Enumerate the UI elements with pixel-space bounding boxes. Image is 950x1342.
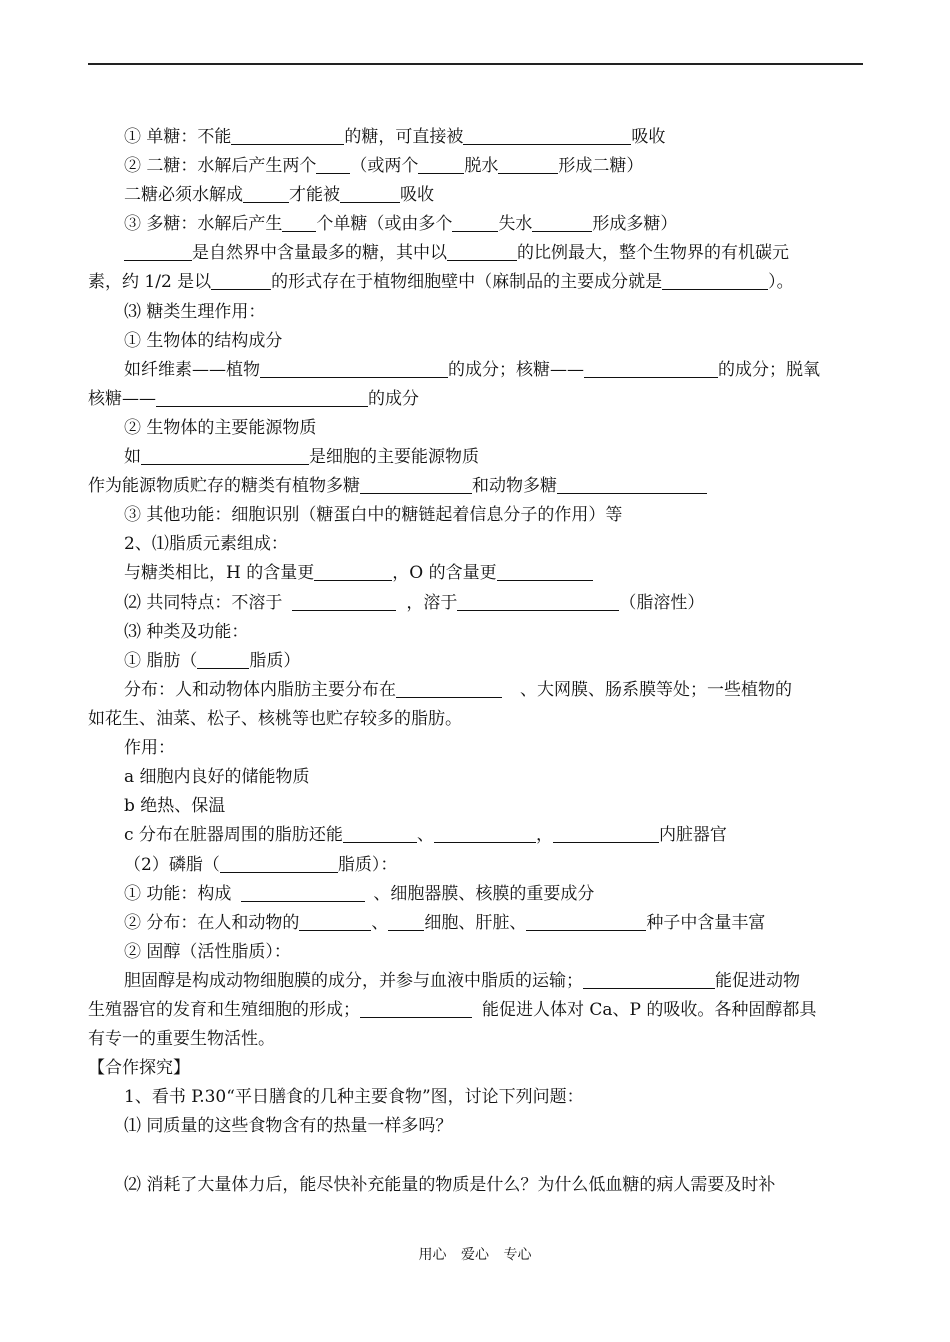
fill-blank[interactable] bbox=[553, 825, 659, 843]
fill-blank[interactable] bbox=[360, 476, 472, 494]
text-line: 作为能源物质贮存的糖类有植物多糖 和动物多糖 bbox=[88, 475, 863, 497]
fill-blank[interactable] bbox=[292, 593, 396, 611]
fill-blank[interactable] bbox=[260, 360, 448, 378]
fill-blank[interactable] bbox=[396, 680, 502, 698]
fill-blank[interactable] bbox=[156, 389, 368, 407]
text-line: 是自然界中含量最多的糖，其中以 的比例最大，整个生物界的有机碳元 bbox=[88, 242, 899, 264]
text-line: 作用： bbox=[124, 738, 175, 758]
question-line: ⑵ 消耗了大量体力后，能尽快补充能量的物质是什么？为什么低血糖的病人需要及时补 bbox=[124, 1175, 776, 1195]
fill-blank[interactable] bbox=[662, 272, 768, 290]
text-line: c 分布在脏器周围的脂肪还能 、 ， 内脏器官 bbox=[124, 825, 727, 845]
text-line: ① 生物体的结构成分 bbox=[124, 331, 283, 351]
text-line: ② 分布：在人和动物的 、 细胞、肝脏、 种子中含量丰富 bbox=[124, 913, 766, 933]
text-line: ① 脂肪（ 脂质） bbox=[124, 651, 301, 671]
fill-blank[interactable] bbox=[452, 214, 498, 232]
text-line: ③ 其他功能：细胞识别（糖蛋白中的糖链起着信息分子的作用）等 bbox=[124, 505, 623, 525]
section-heading: 【合作探究】 bbox=[88, 1058, 190, 1078]
fill-blank[interactable] bbox=[584, 360, 718, 378]
fill-blank[interactable] bbox=[457, 593, 619, 611]
fill-blank[interactable] bbox=[343, 825, 417, 843]
fill-blank[interactable] bbox=[388, 913, 424, 931]
text-line: ② 固醇（活性脂质）： bbox=[124, 942, 291, 962]
text-line: b 绝热、保温 bbox=[124, 796, 226, 816]
fill-blank[interactable] bbox=[197, 651, 249, 669]
text-line: 二糖必须水解成 才能被 吸收 bbox=[124, 185, 434, 205]
text-line: 与糖类相比，H 的含量更 ，O 的含量更 bbox=[88, 562, 899, 584]
fill-blank[interactable] bbox=[231, 127, 344, 145]
text-line: ② 生物体的主要能源物质 bbox=[124, 418, 317, 438]
text-line: ① 单糖：不能 的糖，可直接被 吸收 bbox=[124, 127, 666, 147]
section-heading: ⑶ 糖类生理作用： bbox=[124, 302, 266, 322]
fill-blank[interactable] bbox=[243, 185, 289, 203]
text-line: 如 是细胞的主要能源物质 bbox=[124, 447, 479, 467]
fill-blank[interactable] bbox=[447, 243, 517, 261]
header-rule bbox=[88, 63, 863, 65]
fill-blank[interactable] bbox=[299, 913, 371, 931]
fill-blank[interactable] bbox=[497, 563, 593, 581]
fill-blank[interactable] bbox=[314, 563, 392, 581]
fill-blank[interactable] bbox=[557, 476, 707, 494]
text-line: 生殖器官的发育和生殖细胞的形成； 能促进人体对 Ca、P 的吸收。各种固醇都具 bbox=[88, 1000, 817, 1020]
text-line: ① 功能：构成 、细胞器膜、核膜的重要成分 bbox=[124, 884, 595, 904]
text-line: 核糖—— 的成分 bbox=[88, 389, 419, 409]
fill-blank[interactable] bbox=[282, 214, 316, 232]
text-line: （2）磷脂（ 脂质）： bbox=[124, 855, 398, 875]
fill-blank[interactable] bbox=[316, 156, 350, 174]
text-line: ② 二糖：水解后产生两个 （或两个 脱水 形成二糖） bbox=[124, 156, 644, 176]
text-line: 如纤维素——植物 的成分；核糖—— 的成分；脱氧 bbox=[124, 360, 820, 380]
fill-blank[interactable] bbox=[124, 243, 192, 261]
fill-blank[interactable] bbox=[141, 447, 309, 465]
text-line: 有专一的重要生物活性。 bbox=[88, 1029, 275, 1049]
question-line: ⑴ 同质量的这些食物含有的热量一样多吗？ bbox=[124, 1116, 453, 1136]
page-footer: 用心 爱心 专心 bbox=[418, 1247, 532, 1263]
text-line: ③ 多糖：水解后产生 个单糖（或由多个 失水 形成多糖） bbox=[124, 214, 678, 234]
fill-blank[interactable] bbox=[241, 884, 365, 902]
fill-blank[interactable] bbox=[526, 913, 646, 931]
fill-blank[interactable] bbox=[211, 272, 271, 290]
fill-blank[interactable] bbox=[418, 156, 464, 174]
fill-blank[interactable] bbox=[583, 971, 715, 989]
fill-blank[interactable] bbox=[498, 156, 558, 174]
question-line: 1、看书 P.30“平日膳食的几种主要食物”图，讨论下列问题： bbox=[124, 1087, 584, 1107]
text-line: 胆固醇是构成动物细胞膜的成分，并参与血液中脂质的运输； 能促进动物 bbox=[124, 971, 800, 991]
text-line: 如花生、油菜、松子、核桃等也贮存较多的脂肪。 bbox=[88, 709, 462, 729]
text-line: ⑵ 共同特点：不溶于 ，溶于 （脂溶性） bbox=[124, 593, 705, 613]
fill-blank[interactable] bbox=[360, 1000, 472, 1018]
fill-blank[interactable] bbox=[532, 214, 592, 232]
fill-blank[interactable] bbox=[220, 855, 338, 873]
text-line: 素，约 1/2 是以 的形式存在于植物细胞壁中（麻制品的主要成分就是 ）。 bbox=[88, 272, 794, 292]
text-line: 分布：人和动物体内脂肪主要分布在 、大网膜、肠系膜等处；一些植物的 bbox=[124, 680, 792, 700]
fill-blank[interactable] bbox=[340, 185, 400, 203]
section-heading: ⑶ 种类及功能： bbox=[124, 622, 249, 642]
fill-blank[interactable] bbox=[463, 127, 631, 145]
text-line: a 细胞内良好的储能物质 bbox=[124, 767, 310, 787]
section-heading: 2、⑴脂质元素组成： bbox=[124, 534, 288, 554]
fill-blank[interactable] bbox=[434, 825, 536, 843]
